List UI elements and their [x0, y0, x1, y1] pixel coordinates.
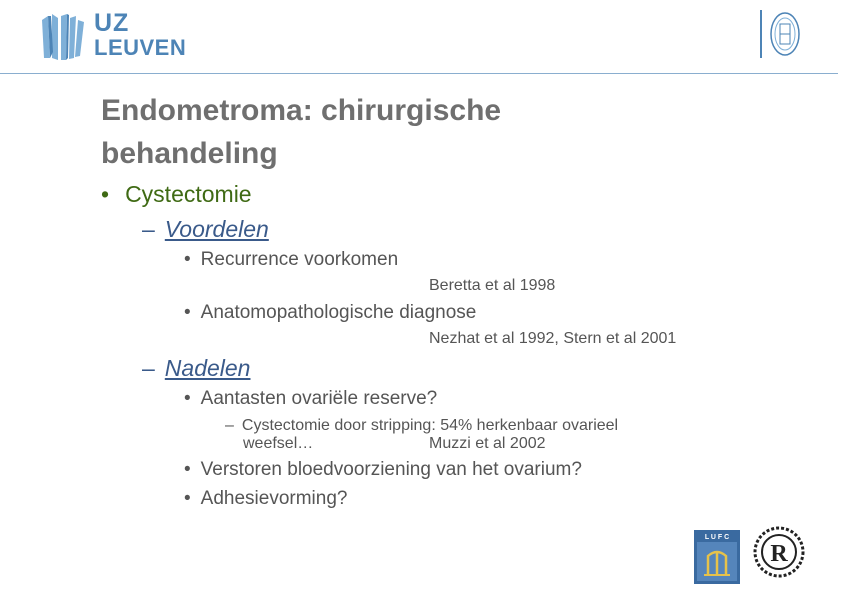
dash-marker: –	[142, 355, 155, 381]
bullet-marker: •	[184, 488, 191, 509]
lufc-label: L U F C	[704, 534, 730, 541]
citation: Muzzi et al 2002	[429, 435, 546, 452]
voordelen-label: Voordelen	[164, 216, 269, 242]
header-divider	[760, 10, 762, 58]
sub-item-line-2: weefsel…	[243, 435, 314, 452]
header-rule	[0, 73, 838, 74]
item-text: Anatomopathologische diagnose	[200, 302, 477, 323]
bullet-cystectomie	[101, 181, 252, 208]
list-item	[184, 459, 582, 481]
sub-list-item	[225, 417, 618, 435]
dash-marker: –	[142, 216, 155, 242]
item-text: Recurrence voorkomen	[200, 249, 399, 270]
list-item	[184, 302, 476, 324]
nadelen-label: Nadelen	[164, 355, 251, 381]
citation: Beretta et al 1998	[429, 277, 556, 294]
bullet-marker: •	[101, 181, 110, 207]
logo-text-leuven: LEUVEN	[94, 35, 187, 60]
citation: Nezhat et al 1992, Stern et al 2001	[429, 330, 677, 347]
bullet-marker: •	[184, 459, 191, 480]
list-item	[184, 388, 437, 410]
logo-text-uz: UZ	[94, 9, 130, 37]
list-item	[184, 249, 398, 271]
bullet-marker: •	[184, 302, 191, 323]
item-text: Verstoren bloedvoorziening van het ovarium?	[200, 459, 582, 480]
title-line-1: Endometroma: chirurgische	[101, 94, 502, 127]
uz-leuven-logo-icon	[40, 12, 86, 62]
quality-mark-letter: R	[770, 541, 788, 567]
quality-mark-icon	[752, 525, 806, 579]
item-text: Aantasten ovariële reserve?	[200, 388, 438, 409]
subheading-nadelen	[142, 355, 250, 382]
list-item	[184, 488, 347, 510]
lufc-logo-icon	[694, 530, 740, 584]
slide-title	[101, 89, 741, 175]
bullet-marker: •	[184, 388, 191, 409]
dash-marker: –	[225, 417, 234, 434]
university-seal-icon	[769, 10, 801, 58]
sub-item-line-1: Cystectomie door stripping: 54% herkenbaar ovarieel	[241, 417, 619, 434]
bullet-marker: •	[184, 249, 191, 270]
subheading-voordelen	[142, 216, 269, 243]
item-text: Adhesievorming?	[200, 488, 348, 509]
heading-cystectomie: Cystectomie	[125, 181, 252, 207]
title-line-2: behandeling	[101, 137, 278, 170]
